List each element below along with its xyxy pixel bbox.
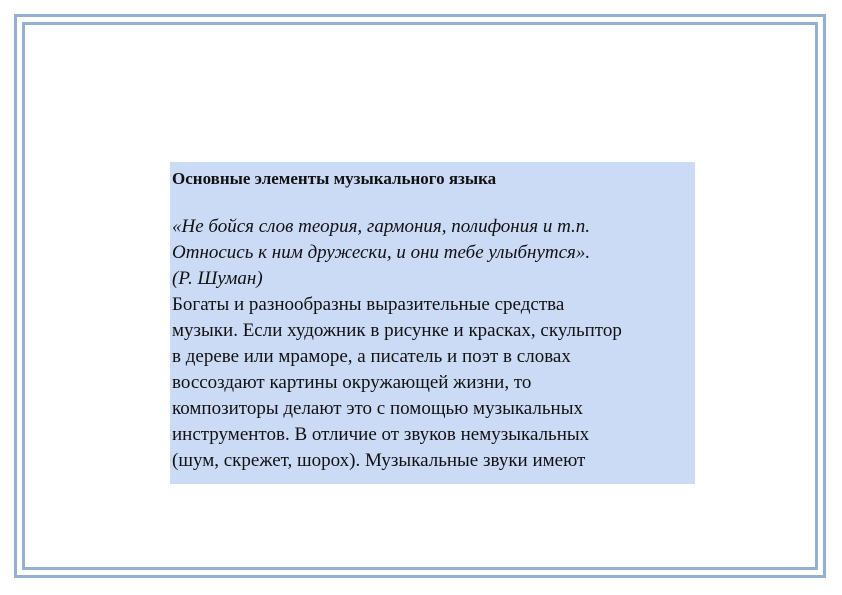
body-line: музыки. Если художник в рисунке и красках, скульптор xyxy=(172,320,622,341)
body-line: инструментов. В отличие от звуков немузыкальных xyxy=(172,424,590,445)
body-line: (шум, скрежет, шорох). Музыкальные звуки имеют xyxy=(172,450,586,471)
body-line: Богаты и разнообразны выразительные средства xyxy=(172,294,565,315)
body-line: в дереве или мраморе, а писатель и поэт в словах xyxy=(172,346,571,367)
body-paragraph xyxy=(172,292,695,474)
title-spacer xyxy=(172,190,695,214)
epigraph-quote xyxy=(172,214,695,292)
body-line: воссоздают картины окружающей жизни, то xyxy=(172,372,532,393)
quote-author: (Р. Шуман) xyxy=(172,268,263,289)
content-text-box xyxy=(170,162,695,484)
quote-line: Относись к ним дружески, и они тебе улыбнутся». xyxy=(172,242,591,263)
document-title: Основные элементы музыкального языка xyxy=(172,169,497,188)
body-line: композиторы делают это с помощью музыкальных xyxy=(172,398,583,419)
quote-line: «Не бойся слов теория, гармония, полифония и т.п. xyxy=(172,216,591,237)
